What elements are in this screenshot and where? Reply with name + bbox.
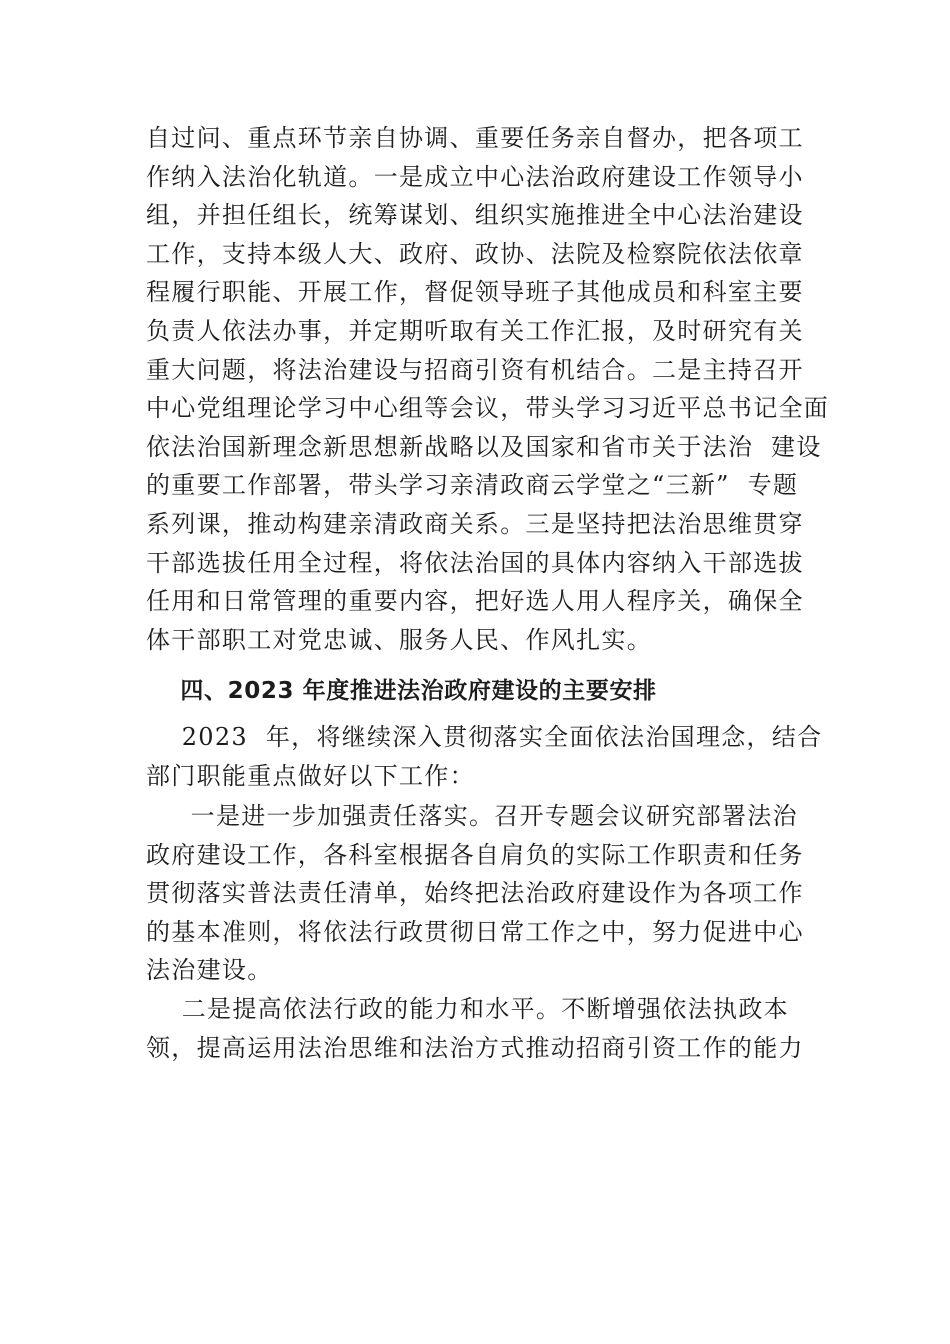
text-line: 程履行职能、开展工作，督促领导班子其他成员和科室主要 (146, 278, 804, 307)
paragraph-leadership-duties (146, 119, 830, 659)
text-line: 系列课，推动构建亲清政商关系。三是坚持把法治思维贯穿 (146, 509, 804, 538)
paragraph-2023-intro (146, 718, 823, 795)
text-line: 部门职能重点做好以下工作： (146, 761, 475, 790)
text-line: 贯彻落实普法责任清单，始终把法治政府建设作为各项工作 (146, 879, 804, 908)
text-line: 2023 年，将继续深入贯彻落实全面依法治国理念，结合 (146, 723, 823, 751)
text-line: 组，并担任组长，统筹谋划、组织实施推进全中心法治建设 (146, 201, 804, 230)
text-line: 依法治国新理念新思想新战略以及国家和省市关于法治 建设 (146, 432, 822, 461)
text-line: 的重要工作部署，带头学习亲清政商云学堂之“三新” 专题 (146, 471, 799, 500)
text-line: 的基本准则，将依法行政贯彻日常工作之中，努力促进中心 (146, 917, 804, 946)
text-line: 政府建设工作，各科室根据各自肩负的实际工作职责和任务 (146, 840, 804, 869)
text-line: 重大问题，将法治建设与招商引资有机结合。二是主持召开 (146, 355, 804, 384)
paragraph-responsibility (146, 797, 806, 990)
paragraph-administration-ability (146, 990, 806, 1067)
text-line: 负责人依法办事，并定期听取有关工作汇报，及时研究有关 (146, 316, 804, 345)
text-line: 一是进一步加强责任落实。召开专题会议研究部署法治 (146, 802, 798, 830)
text-line: 法治建设。 (146, 956, 273, 985)
text-line: 工作，支持本级人大、政府、政协、法院及检察院依法依章 (146, 239, 804, 268)
section-heading: 四、2023 年度推进法治政府建设的主要安排 (146, 678, 657, 704)
text-line: 二是提高依法行政的能力和水平。不断增强依法执政本 (146, 995, 789, 1023)
text-line: 自过问、重点环节亲自协调、重要任务亲自督办，把各项工 (146, 124, 804, 152)
text-line: 作纳入法治化轨道。一是成立中心法治政府建设工作领导小 (146, 162, 804, 191)
text-line: 任用和日常管理的重要内容，把好选人用人程序关，确保全 (146, 587, 804, 616)
text-line: 干部选拔任用全过程，将依法治国的具体内容纳入干部选拔 (146, 548, 804, 577)
text-line: 领，提高运用法治思维和法治方式推动招商引资工作的能力 (146, 1033, 804, 1062)
text-line: 中心党组理论学习中心组等会议，带头学习习近平总书记全面 (146, 394, 830, 423)
text-line: 体干部职工对党忠诚、服务人民、作风扎实。 (146, 625, 652, 654)
